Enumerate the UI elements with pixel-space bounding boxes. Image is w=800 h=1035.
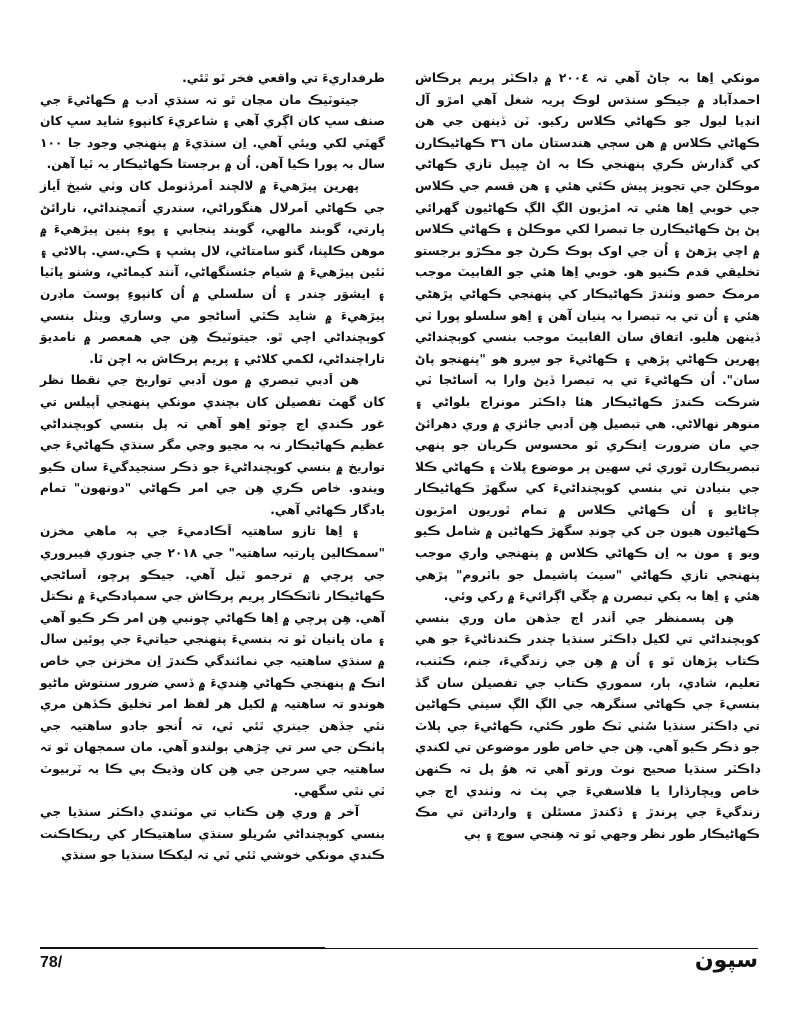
left-paragraph-1: طرفداريءَ تي واقعي فخر ٿو ٿئي. xyxy=(182,71,385,85)
right-column xyxy=(415,68,760,938)
magazine-name: سپون xyxy=(694,948,758,973)
left-paragraph-3: پهرين پيڙهيءَ ۾ لالچند اَمرڏنومل کان وٺي شيخ اَياز جي ڪهاڻي اَمرلال هنگوراڻي، سندري اُتمچنداڻي، نارائڻ ڀارتي، گوبند مالهي، گوبند پنجابي ۽ پوءِ ٻنين پيڙهيءَ ۾ موهن ڪلپنا، گنو سامتاڻي، لال پشپ ۽ ڪي.سي. ٻالاڻي ۽ ٽئين پيڙهيءَ ۾ شيام جئسنگهاڻي، آنند کيماڻي، وشنو ڀاٽيا ۽ ايشوَر چندر ۽ اُن سلسلي ۾ اُن کانپوءِ پوسٽ ماڊرن پيڙهيءَ ۾ شايد ڪٿي اَساڻجو مي وساري ويٺل بنسي کوٻچنداڻي اچي ٿو. جيتوٽيڪ هِن جي همعصر ۾ نامديوَ تاراچنداڻي، لکمي کلاڻي ۽ پريم پرڪاش بہ اچن ٿا. xyxy=(40,178,385,366)
footer-rule-accent xyxy=(40,947,325,949)
right-paragraph-1: مونکي اِها بہ ڄاڻ آهي تہ ٢٠٠٤ ۾ ڊاڪٽر پريم پرڪاش احمدآباد ۾ جيڪو سنڌس لوڪ پريہ شغل آهي امڙو آل انڊيا ليول جو ڪهاڻي ڪلاس رکيو. ٽن ڏينهن جي هن ڪهاڻي ڪلاس ۾ هن سڄي هندستان مان ٣٦ ڪهاڻيڪارن کي گذارش ڪري پنهنجي ڪا بہ اڻ ڇپيل تازي ڪهاڻي موڪلڻ جي تجويز پيش ڪئي هئي ۽ هن قسم جي ڪلاس جي خوبي اِها هئي تہ امڙيون الڳ الڳ ڪهاڻيون گهرائي پڻ پڻ ڪهاڻيڪارن جا تبصرا لکي موڪلڻ ۽ ڪهاڻي ڪلاس ۾ اچي پڙهڻ ۽ اُن جي اوک ٻوڪ ڪرڻ جو مڪڙو برجستو تخليقي قدم ڪنيو هو. خوبي اِها هئي جو الفابيٽ موجب مرمڪ حصو وٺندڙ ڪهاڻيڪار کي پنهنجي ڪهاڻي پڙهڻي هئي ۽ اُن تي بہ تبصرا بہ پنيان آهن ۽ اِهو سلسلو پورا ٽي ڏينهن هليو. اتفاق سان الفابيٽ موجب بنسي کوٻچنداڻي پهرين ڪهاڻي پڙهي ۽ ڪهاڻيءَ جو سِرو هو "پنهنجو پاڻ سان". اُن ڪهاڻيءَ تي بہ تبصرا ڏيڻ وارا بہ اَساڻجا ٽي شرڪت ڪندڙ ڪهاڻيڪار هئا ڊاڪٽر مونراج بلواڻي ۽ منوهر نهالاڻي. هي تبصيل هِن اَدبي جائزي ۾ وري دهرائڻ جي مان ضرورت اِنڪري ٿو محسوس ڪريان جو پنهي تبصريڪارن ٿوري ئي سهين پر موضوع پلاٽ ۽ ڪهاڻي ڪلا جي بنيادن تي بنسي کوٻچنداڻيءَ کي سگهڙ ڪهاڻيڪار ڄاڻايو ۽ اُن ڪهاڻي ڪلاس ۾ تمام ٿوريون امڙيون ڪهاڻيون هيون جن کي چونڊ سگهڙ ڪهاڻين ۾ شامل ڪيو ويو ۽ مون بہ اِن ڪهاڻي ڪلاس ۾ پنهنجي واري موجب پنهنجي تازي ڪهاڻي "سيٽ پاشيمل جو باٿروم" پڙهي هئي ۽ اِها بہ يکي تبصرن ۾ چڱي اڳرائيءَ ۾ رکي وئي. xyxy=(415,71,761,604)
text-columns xyxy=(40,68,760,938)
left-paragraph-2: جيتوٽيڪ مان مڃان ٿو تہ سنڌي اَدب ۾ ڪهاڻيءَ جي صنف سڀ کان اڳري آهي ۽ شاعريءَ کانپوءِ شايد سڀ کان گهٽي لکي ويئي آهي. اِن سنڌيءَ ۾ پنهنجي وجود جا ١٠٠ سال بہ پورا ڪيا آهن. اُن ۾ برجستا ڪهاڻيڪار بہ ٿيا آهن. xyxy=(40,92,385,172)
right-paragraph-2: هِن پسمنظر جي اَندر اڄ جڏهن مان وري بنسي کوٻچنداڻي تي لکيل ڊاڪٽر سنڌيا چندر ڪندناڻيءَ جو هي ڪتاب پڙهان ٿو ۽ اُن ۾ هِن جي زندگيءَ، جنم، ڪٽنب، تعليم، شادي، ٻار، سموري ڪتاب جي تفصيلن سان گڏ بنسيءَ جي ڪهاڻي سنگرهہ جي الڳ الڳ سيني ڪهاڻين تي ڊاڪٽر سنڌيا سُٺي ٽڪ طور ڪئي، ڪهاڻيءَ جي پلاٽ جو ذڪر ڪيو آهي. هِن جي خاص طور موضوعن تي لکندي ڊاڪٽر سنڌيا صحيح نوٽ ورتو آهي تہ هوُ پل تہ ڪنهن خاص ويچارڌارا يا فلاسفيءَ جي پٺ نہ وٺندي اڄ جي زندگيءَ جي پرندڙ ۽ ڏکندڙ مسئلن ۽ وارداتن تي مڪ ڪهاڻيڪار طور نظر وجهي ٿو تہ هِنجي سوچ ۽ ٻي xyxy=(415,610,760,841)
page-number: 78/ xyxy=(40,954,63,971)
left-paragraph-4: هن اَدبي تبصري ۾ مون اَدبي تواريخ جي نقطا نظر کان گهٽ تفصيلن کان بچندي مونکي پنهنجي اَپيلس تي غور ڪندي اڄ چوٽو اِهو آهي تہ پل بنسي کوٻچنداڻي عظيم ڪهاڻيڪار نہ بہ مڃيو وڃي مگر سنڌي ڪهاڻيءَ جي تواريخ ۾ بنسي کوٻچنداڻيءَ جو ذڪر سنجيدگيءَ سان ڪيو ويندو. خاص ڪري هِن جي امر ڪهاڻي "دونهون" تمام يادگار ڪهاڻي آهي. xyxy=(40,373,385,517)
left-column xyxy=(40,68,385,938)
left-paragraph-6: آخر ۾ وري هِن ڪتاب تي موٽندي ڊاڪٽر سنڌيا جي بنسي کوٻچنداڻي سُريلو سنڌي ساهتيڪار کي ريڪاڪنت ڪندي مونکي خوشي ٿئي ٿي تہ ليکڪا سنڌيا جو سنڌي xyxy=(40,805,385,863)
left-paragraph-5: ۽ اِها تازو ساهتيہ اَڪادميءَ جي ٻہ ماهي مخزن "سمڪالين ڀارتيہ ساهتيہ" جي ٢٠١٨ جي جنوري فيبروري جي پرچي ۾ ترجمو ٿيل آهي. جيڪو پرچو، اَساڻجي ڪهاڻيڪار ناٽڪڪار پريم پرڪاش جي سمپادڪيءَ ۾ نڪتل آهي. هِن پرچي ۾ اِها ڪهاڻي چونبي هِن امر ڪر ڪيو آهي ۽ مان ڀانيان ٿو تہ بنسيءَ پنهنجي حياتيءَ جي پوئين سال ۾ سنڌي ساهتيہ جي نمائندگي ڪندڙ اِن مخزنن جي خاص انڪ ۾ پنهنجي ڪهاڻي هِنديءَ ۾ ڏسي ضرور سنتوش ماڻيو هوندو تہ ساهتيہ ۾ لکيل هر لفظ امر تخليق ڪڏهن مري نٿي جڏهن جينري ٿئي ٿي، تہ اُنجو جادو ساهتيہ جي پاٺڪن جي سر تي چڙهي ٻولندو آهي. مان سمجهان ٿو تہ ساهتيہ جي سرجن جي هِن کان وڌيڪ ٻي ڪا بہ ٽربيوٽ ٿي نٿي سگهي. xyxy=(40,524,385,798)
